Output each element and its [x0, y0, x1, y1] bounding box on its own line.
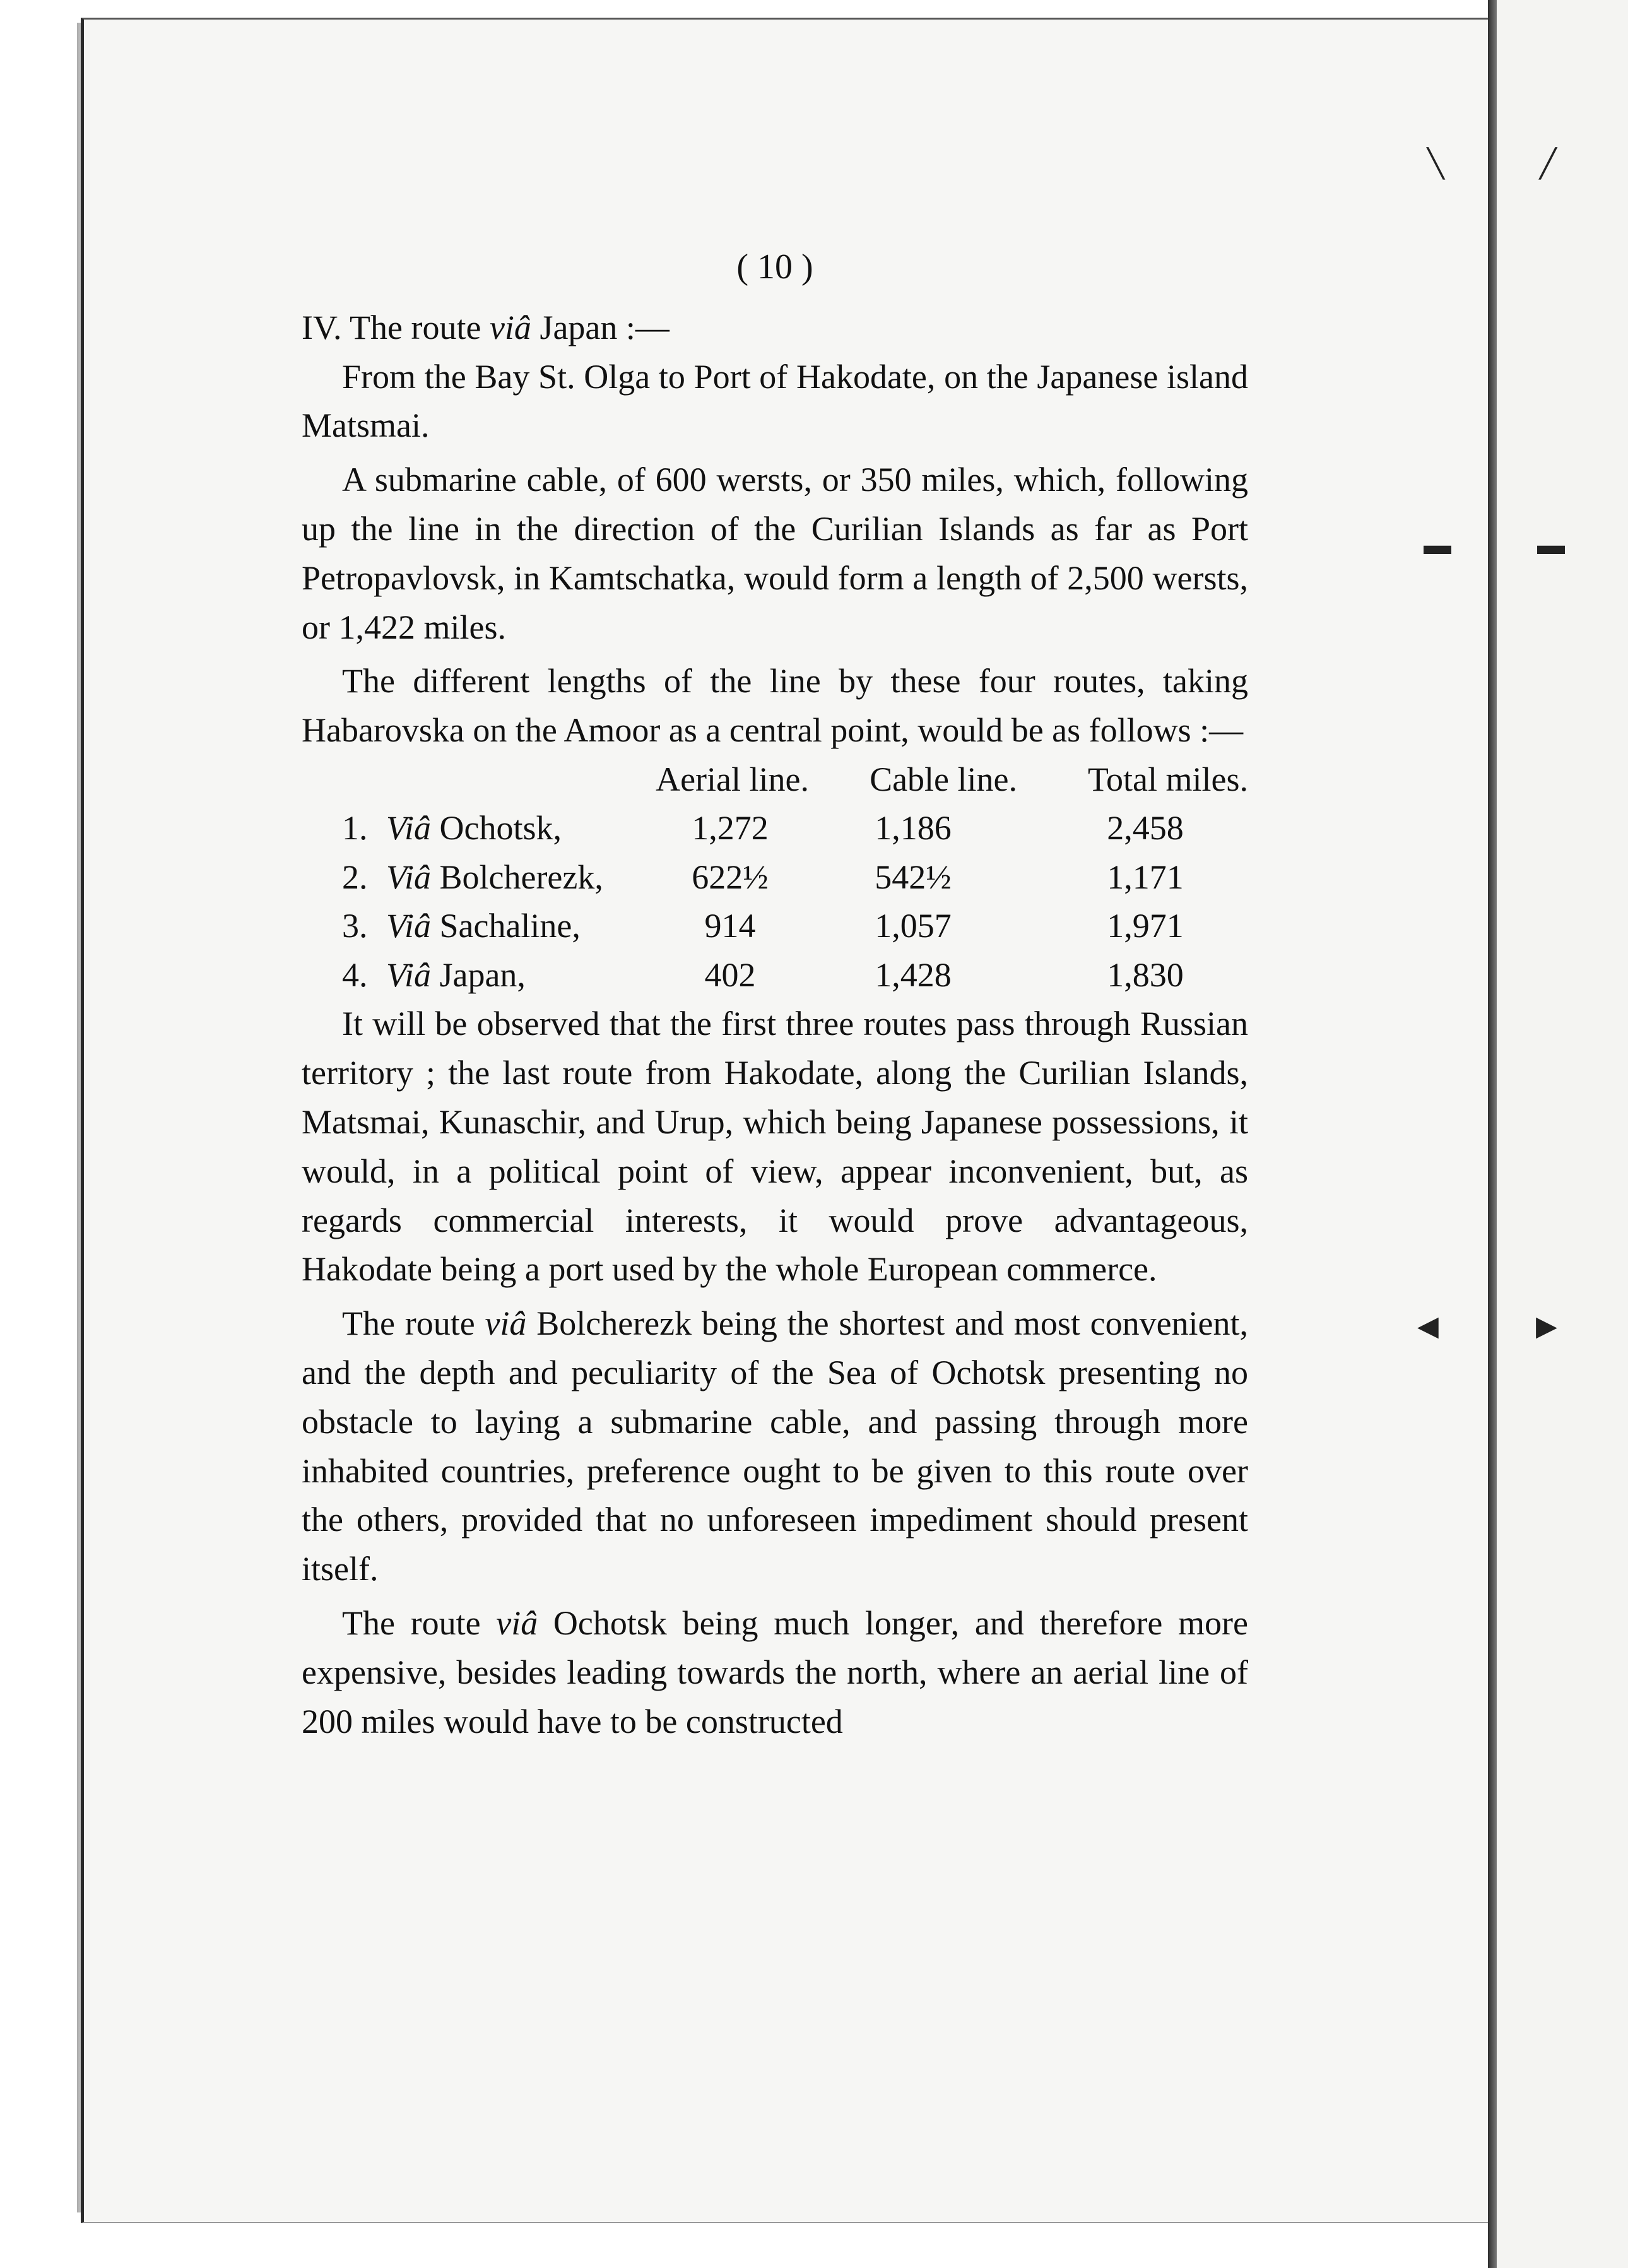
paragraph-submarine-cable: A submarine cable, of 600 wersts, or 350 miles, which, following up the line in the direction of the Curilian Islands as far as Port Petropavlovsk, in Kamtschatka, would form a length of 2,500 wersts, or 1,422 miles. — [302, 461, 1248, 646]
book-gutter — [1488, 0, 1497, 2268]
routes-table-header — [302, 755, 1248, 805]
page-text — [302, 243, 1248, 1746]
total-value: 2,458 — [1107, 809, 1184, 848]
aerial-value: 1,272 — [692, 809, 769, 848]
cable-value: 1,428 — [875, 955, 952, 994]
section-heading — [302, 304, 1248, 353]
paragraph-bolcherezk: The route viâ Bolcherezk being the shortest and most convenient, and the depth and peculiarity of the Sea of Ochotsk presenting no obstacle to laying a submarine cable, and passing through more inhabited countries, preference ought to be given to this route over the others, provided that no unforeseen impediment should present itself. — [302, 1304, 1249, 1588]
paragraph-hakodate: From the Bay St. Olga to Port of Hakodate, on the Japanese island Matsmai. — [302, 357, 1248, 445]
heading-via: viâ — [489, 308, 531, 346]
margin-mark-icon: ▬ — [1424, 529, 1451, 560]
aerial-value: 914 — [704, 907, 756, 945]
row-number: 4. — [342, 955, 368, 994]
column-header-total: Total miles. — [1087, 760, 1248, 798]
row-number: 2. — [342, 858, 368, 896]
route-name: Viâ Bolcherezk, — [386, 858, 603, 896]
column-header-aerial: Aerial line. — [656, 760, 809, 798]
aerial-value: 402 — [704, 955, 756, 994]
table-row — [302, 853, 1248, 902]
margin-mark-icon: ▬ — [1537, 529, 1565, 560]
aerial-value: 622½ — [692, 858, 769, 896]
margin-mark-icon: ◀ — [1417, 1311, 1439, 1342]
cable-value: 1,057 — [875, 907, 952, 945]
heading-prefix: IV. The route — [302, 308, 490, 346]
margin-mark-icon: ╱ — [1540, 148, 1557, 179]
cable-value: 542½ — [875, 858, 952, 896]
table-row — [302, 804, 1248, 853]
total-value: 1,830 — [1107, 955, 1184, 994]
route-name: Viâ Japan, — [386, 955, 526, 994]
paragraph-russian-territory: It will be observed that the first three routes pass through Russian territory ; the last route from Hakodate, along the Curilian Islands, Matsmai, Kunaschir, and Urup, which being Japanese possessions, it would, in a political point of view, appear inconvenient, but, as regards commercial interests, it would prove advantageous, Hakodate being a port used by the whole European commerce. — [302, 1005, 1248, 1289]
route-name: Viâ Ochotsk, — [386, 809, 562, 848]
paragraph-ochotsk: The route viâ Ochotsk being much longer, and therefore more expensive, besides leading towards the north, where an aerial line of 200 miles would have to be constructed — [302, 1604, 1248, 1740]
row-number: 3. — [342, 907, 368, 945]
table-row — [302, 951, 1248, 1000]
margin-mark-icon: ▶ — [1536, 1311, 1557, 1342]
row-number: 1. — [342, 809, 368, 848]
page-number: ( 10 ) — [736, 247, 813, 286]
routes-table — [302, 755, 1248, 1000]
adjacent-page-edge — [1497, 0, 1628, 2268]
column-header-cable: Cable line. — [870, 760, 1017, 798]
total-value: 1,971 — [1107, 907, 1184, 945]
route-name: Viâ Sachaline, — [386, 907, 581, 945]
heading-suffix: Japan :— — [531, 308, 669, 346]
paragraph-line-lengths: The different lengths of the line by these four routes, taking Habarovska on the Amoor as a central point, would be as follows :— — [302, 662, 1248, 750]
margin-mark-icon: ╲ — [1427, 148, 1444, 179]
total-value: 1,171 — [1107, 858, 1184, 896]
table-row — [302, 902, 1248, 951]
cable-value: 1,186 — [875, 809, 952, 848]
